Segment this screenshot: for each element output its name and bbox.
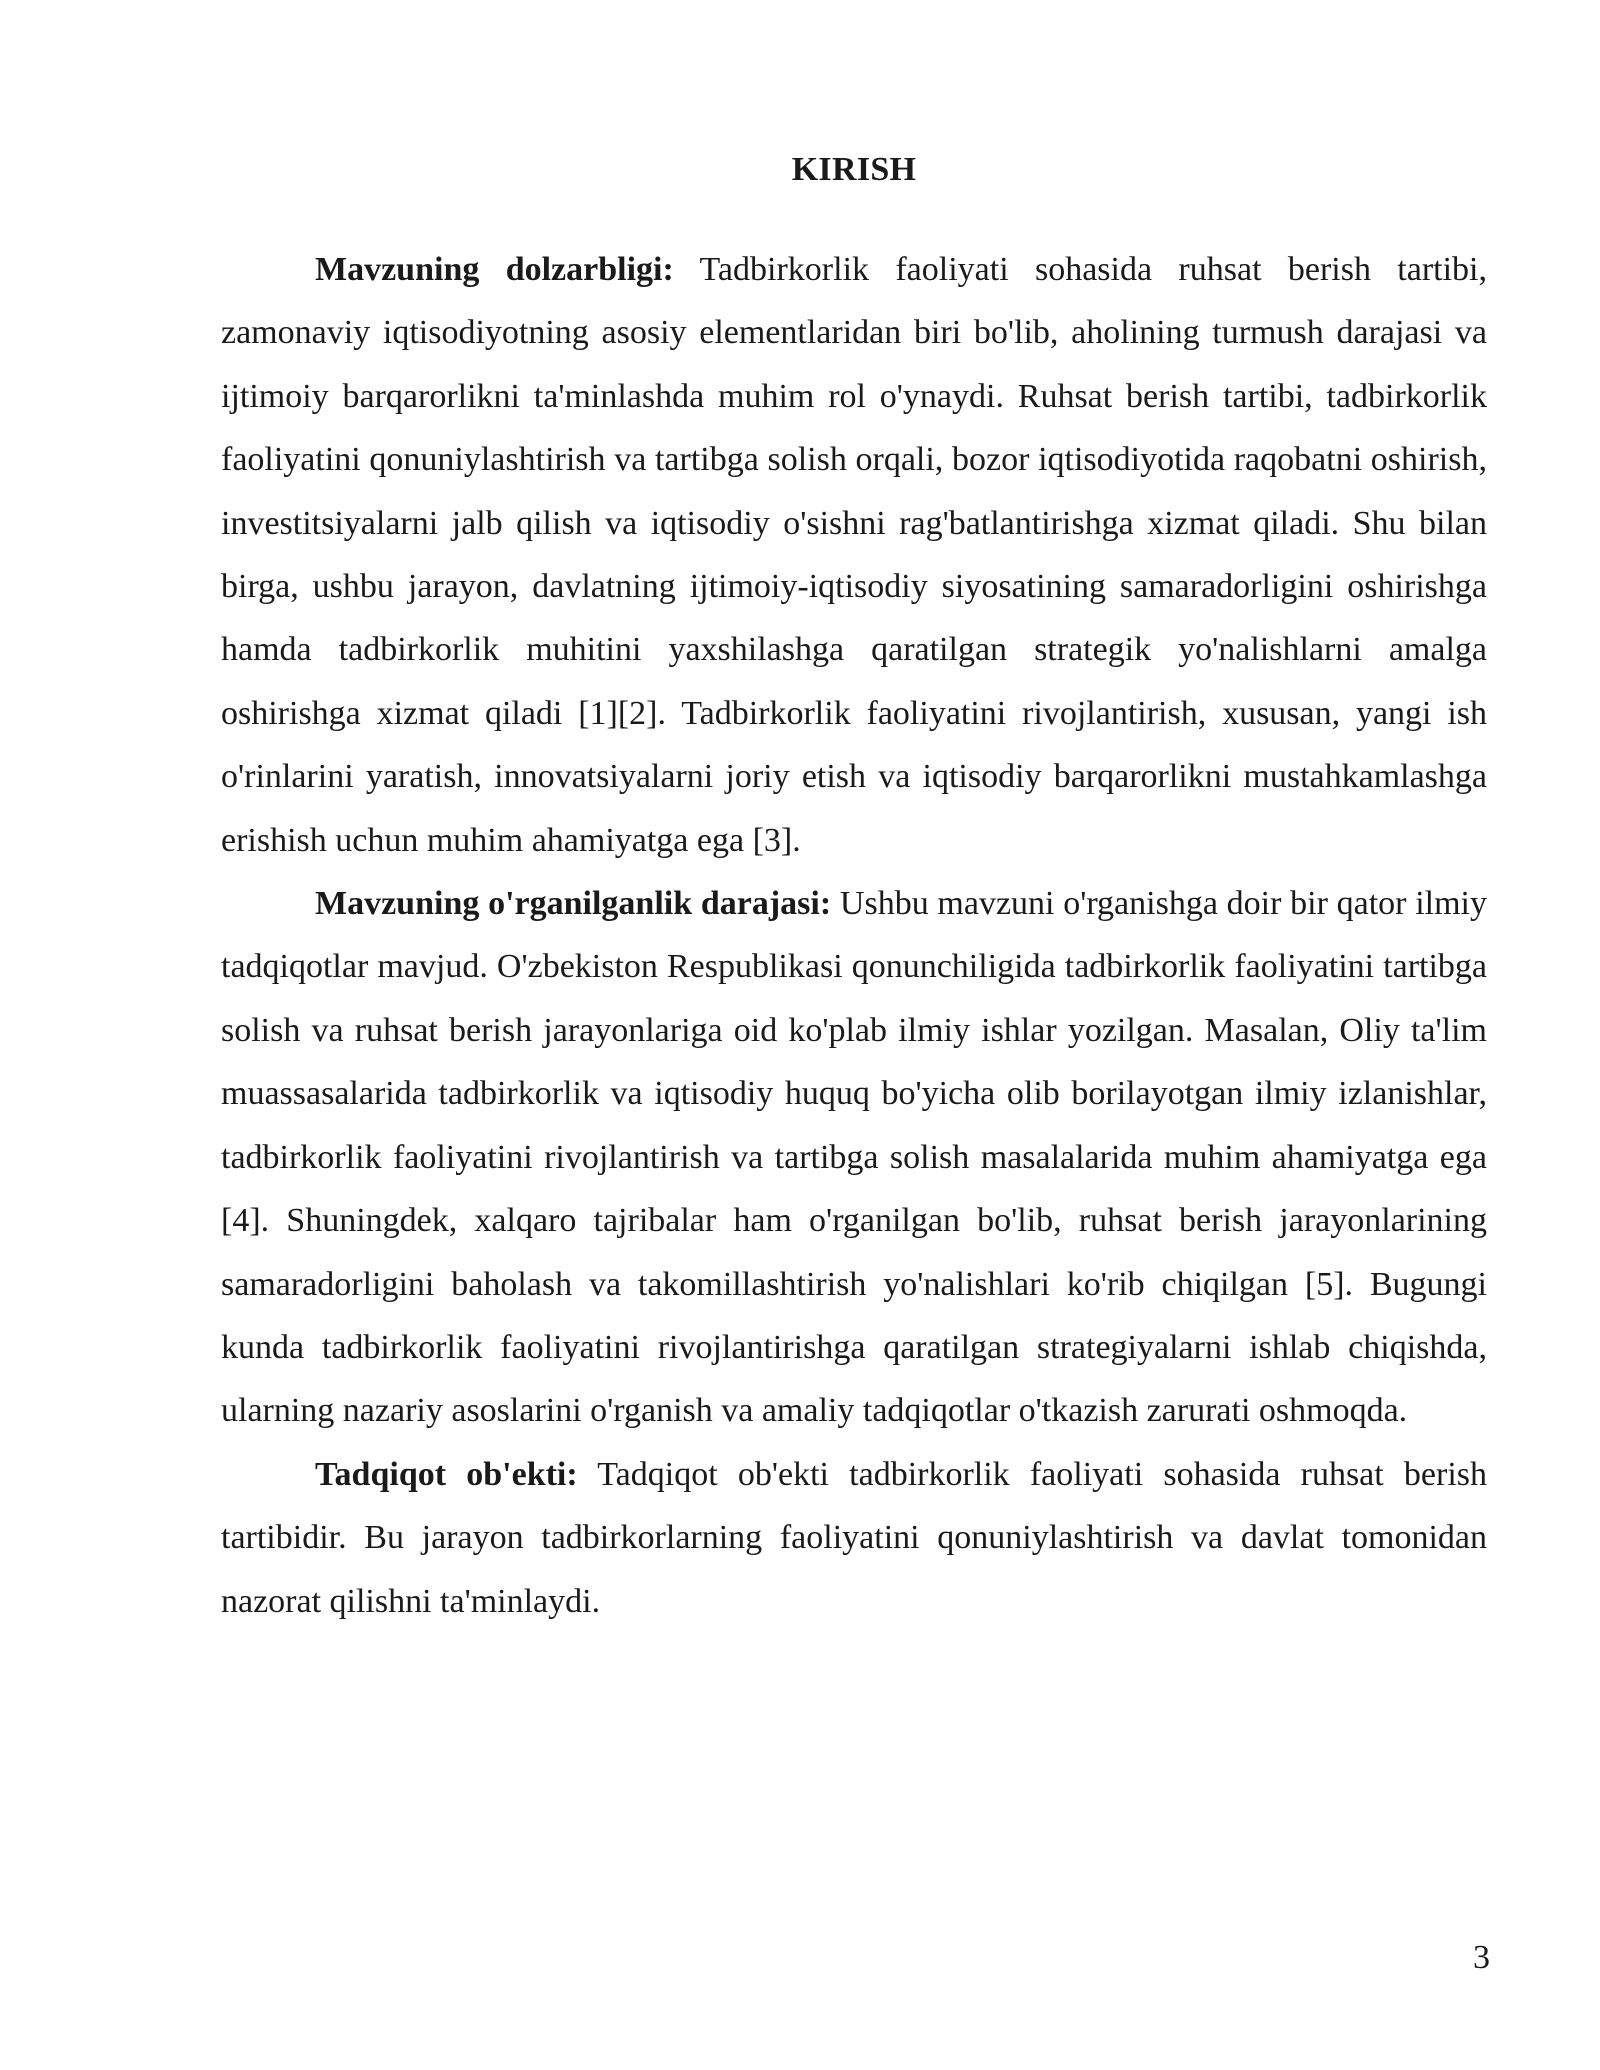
paragraph-relevance: [221, 238, 1487, 872]
paragraph-text: Tadbirkorlik faoliyati sohasida ruhsat berish tartibi, zamonaviy iqtisodiyotning asosiy elementlaridan biri bo'lib, aholining turmush darajasi va ijtimoiy barqarorlikni ta'minlashda muhim rol o'ynaydi. Ruhsat berish tartibi, tadbirkorlik faoliyatini qonuniylashtirish va tartibga solish orqali, bozor iqtisodiyotida raqobatni oshirish, investitsiyalarni jalb qilish va iqtisodiy o'sishni rag'batlantirishga xizmat qiladi. Shu bilan birga, ushbu jarayon, davlatning ijtimoiy-iqtisodiy siyosatining samaradorligini oshirishga hamda tadbirkorlik muhitini yaxshilashga qaratilgan strategik yo'nalishlarni amalga oshirishga xizmat qiladi [1][2]. Tadbirkorlik faoliyatini rivojlantirish, xususan, yangi ish o'rinlarini yaratish, innovatsiyalarni joriy etish va iqtisodiy barqarorlikni mustahkamlashga erishish uchun muhim ahamiyatga ega [3].: [221, 251, 1487, 859]
paragraph-text: Tadqiqot ob'ekti tadbirkorlik faoliyati sohasida ruhsat berish tartibidir. Bu jarayon tadbirkorlarning faoliyatini qonuniylashtirish va davlat tomonidan nazorat qilishni ta'minlaydi.: [221, 1455, 1487, 1620]
paragraph-study-level: [221, 872, 1487, 1443]
body-text: [221, 238, 1487, 1633]
section-title: KIRISH: [791, 151, 917, 188]
paragraph-lead: Mavzuning o'rganilganlik darajasi:: [315, 885, 832, 923]
paragraph-lead: Mavzuning dolzarbligi:: [315, 251, 674, 288]
page-number: 3: [1473, 1939, 1490, 1976]
paragraph-text: Ushbu mavzuni o'rganishga doir bir qator ilmiy tadqiqotlar mavjud. O'zbekiston Respublikasi qonunchiligida tadbirkorlik faoliyatini tartibga solish va ruhsat berish jarayonlariga oid ko'plab ilmiy ishlar yozilgan. Masalan, Oliy ta'lim muassasalarida tadbirkorlik va iqtisodiy huquq bo'yicha olib borilayotgan ilmiy izlanishlar, tadbirkorlik faoliyatini rivojlantirish va tartibga solish masalalarida muhim ahamiyatga ega [4]. Shuningdek, xalqaro tajribalar ham o'rganilgan bo'lib, ruhsat berish jarayonlarining samaradorligini baholash va takomillashtirish yo'nalishlari ko'rib chiqilgan [5]. Bugungi kunda tadbirkorlik faoliyatini rivojlantirishga qaratilgan strategiyalarni ishlab chiqishda, ularning nazariy asoslarini o'rganish va amaliy tadqiqotlar o'tkazish zarurati oshmoqda.: [221, 885, 1488, 1430]
paragraph-research-object: [221, 1443, 1487, 1633]
paragraph-lead: Tadqiqot ob'ekti:: [315, 1455, 578, 1493]
